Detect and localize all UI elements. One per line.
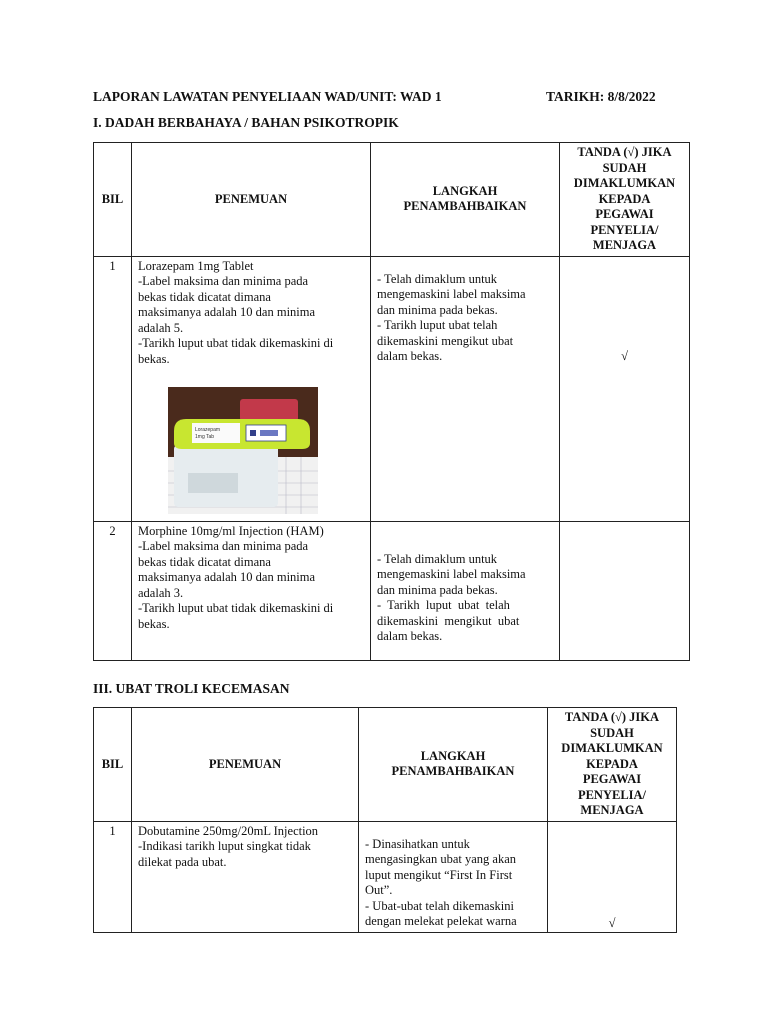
- langkah-line: Out”.: [365, 883, 393, 897]
- col-tanda-line: MENJAGA: [580, 803, 644, 817]
- row-penemuan: [132, 256, 371, 521]
- col-langkah: [359, 708, 548, 822]
- col-tanda: [548, 708, 677, 822]
- col-tanda-line: KEPADA: [586, 756, 638, 771]
- penemuan-line: -Indikasi tarikh luput singkat tidak: [138, 839, 311, 853]
- row-bil: 1: [94, 256, 132, 521]
- penemuan-line: maksimanya adalah 10 dan minima: [138, 305, 316, 319]
- section3-heading: III. UBAT TROLI KECEMASAN: [93, 681, 290, 696]
- penemuan-line: adalah 3.: [138, 585, 184, 600]
- table-header-row: [94, 143, 690, 257]
- row-tanda: √: [560, 256, 690, 521]
- row-langkah: [359, 821, 548, 932]
- row-bil: 1: [94, 821, 132, 932]
- medicine-container-image: [168, 387, 318, 514]
- langkah-line: luput mengikut “First In First: [365, 867, 513, 882]
- col-tanda-line: PENYELIA/: [590, 222, 659, 237]
- langkah-line: dan minima pada bekas.: [377, 582, 498, 597]
- report-date: TARIKH: 8/8/2022: [546, 89, 656, 104]
- row-langkah: [371, 521, 560, 660]
- penemuan-line: adalah 5.: [138, 320, 184, 335]
- langkah-line: dikemaskini mengikut ubat: [377, 613, 520, 628]
- col-tanda-line: TANDA (√) JIKA: [564, 710, 660, 724]
- col-tanda-line: KEPADA: [598, 191, 651, 206]
- langkah-line: dalam bekas.: [377, 629, 443, 643]
- table-header-row: [94, 708, 677, 822]
- photo-label-text: 1mg Tab: [195, 434, 215, 440]
- penemuan-line: -Label maksima dan minima pada: [138, 274, 309, 288]
- row-penemuan: [132, 521, 371, 660]
- table-row: [94, 256, 690, 521]
- col-tanda-line: DIMAKLUMKAN: [573, 176, 676, 190]
- col-tanda-line: PEGAWAI: [595, 207, 654, 221]
- penemuan-line: bekas tidak dicatat dimana: [138, 554, 271, 569]
- langkah-line: - Ubat-ubat telah dikemaskini: [365, 898, 514, 913]
- col-tanda-line: SUDAH: [602, 160, 647, 175]
- col-penemuan: PENEMUAN: [132, 143, 371, 257]
- penemuan-line: Lorazepam 1mg Tablet: [138, 258, 254, 273]
- photo-label-mark: [250, 430, 256, 436]
- photo-label-mark: [260, 430, 278, 436]
- col-bil: BIL: [94, 143, 132, 257]
- section1-heading: I. DADAH BERBAHAYA / BAHAN PSIKOTROPIK: [93, 115, 399, 130]
- penemuan-line: -Label maksima dan minima pada: [138, 539, 309, 553]
- col-langkah-line: LANGKAH: [420, 748, 486, 763]
- table-row: [94, 521, 690, 660]
- section1-table: [93, 142, 690, 661]
- row-tanda: [560, 521, 690, 660]
- col-langkah-line: PENAMBAHBAIKAN: [403, 199, 527, 214]
- langkah-line: dengan melekat pelekat warna: [365, 914, 517, 928]
- col-penemuan: PENEMUAN: [132, 708, 359, 822]
- col-tanda-line: SUDAH: [590, 725, 634, 740]
- penemuan-line: Morphine 10mg/ml Injection (HAM): [138, 523, 324, 538]
- langkah-line: mengemaskini label maksima: [377, 567, 526, 581]
- col-tanda: [560, 143, 690, 257]
- langkah-line: - Tarikh luput ubat telah: [377, 598, 510, 612]
- langkah-line: mengemaskini label maksima: [377, 287, 526, 301]
- langkah-line: - Dinasihatkan untuk: [365, 836, 470, 851]
- langkah-line: dalam bekas.: [377, 349, 443, 363]
- row-penemuan: [132, 821, 359, 932]
- penemuan-line: Dobutamine 250mg/20mL Injection: [138, 823, 319, 838]
- langkah-line: - Telah dimaklum untuk: [377, 271, 498, 286]
- penemuan-line: bekas.: [138, 616, 170, 631]
- medicine-container-photo: [168, 387, 318, 514]
- col-tanda-line: PEGAWAI: [582, 772, 642, 786]
- col-langkah: [371, 143, 560, 257]
- photo-red-box: [240, 399, 298, 421]
- langkah-line: mengasingkan ubat yang akan: [365, 852, 516, 866]
- col-tanda-line: TANDA (√) JIKA: [577, 145, 672, 159]
- penemuan-line: bekas tidak dicatat dimana: [138, 289, 271, 304]
- col-tanda-line: DIMAKLUMKAN: [561, 741, 663, 755]
- photo-inner-strip: [188, 473, 238, 493]
- col-tanda-line: PENYELIA/: [577, 787, 647, 802]
- penemuan-line: -Tarikh luput ubat tidak dikemaskini di: [138, 601, 334, 615]
- photo-label-left: [192, 423, 240, 443]
- penemuan-line: bekas.: [138, 351, 170, 366]
- langkah-line: - Telah dimaklum untuk: [377, 551, 498, 566]
- photo-label-text: Lorazepam: [195, 427, 221, 433]
- penemuan-line: dilekat pada ubat.: [138, 854, 227, 869]
- langkah-line: - Tarikh luput ubat telah: [377, 318, 498, 332]
- penemuan-line: -Tarikh luput ubat tidak dikemaskini di: [138, 336, 334, 350]
- row-langkah: [371, 256, 560, 521]
- section3-table: [93, 707, 677, 933]
- langkah-line: dikemaskini mengikut ubat: [377, 333, 514, 348]
- col-langkah-line: LANGKAH: [432, 183, 498, 198]
- report-title: LAPORAN LAWATAN PENYELIAAN WAD/UNIT: WAD 1: [93, 89, 442, 104]
- col-tanda-line: MENJAGA: [592, 238, 657, 252]
- table-row: [94, 821, 677, 932]
- row-bil: 2: [94, 521, 132, 660]
- col-langkah-line: PENAMBAHBAIKAN: [391, 764, 515, 779]
- row-tanda: √: [548, 821, 677, 932]
- col-bil: BIL: [94, 708, 132, 822]
- langkah-line: dan minima pada bekas.: [377, 302, 498, 317]
- penemuan-line: maksimanya adalah 10 dan minima: [138, 570, 316, 584]
